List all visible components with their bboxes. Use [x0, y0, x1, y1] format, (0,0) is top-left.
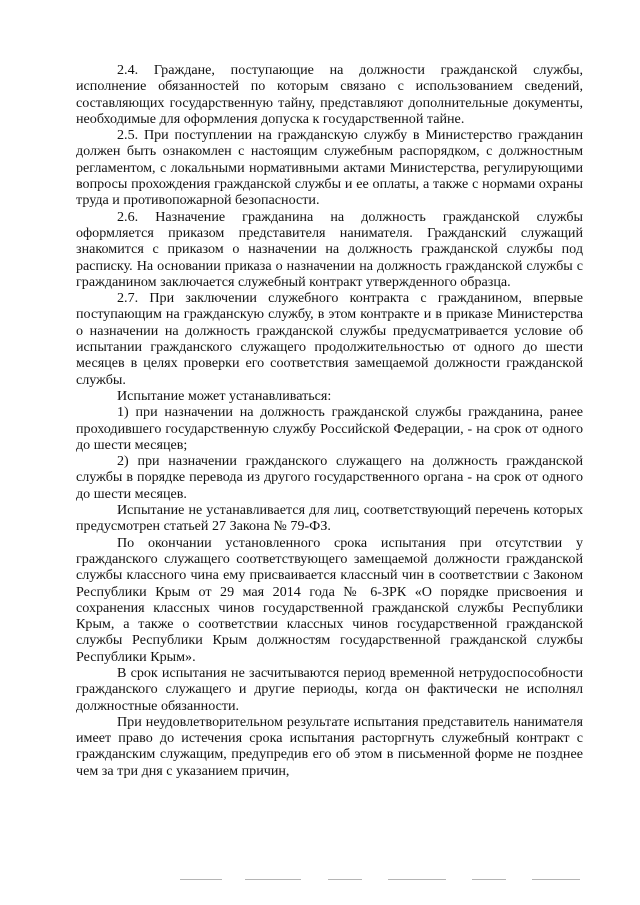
scan-bottom-marks [150, 879, 590, 883]
paragraph-2-7: 2.7. При заключении служебного контракта с гражданином, впервые поступающим на гражданскую службу, в этом контракте и в приказе Министерства о назначении на должность гражданской службы предусматривается условие об испытании гражданского служащего продолжительностью от одного до шести месяцев в целях проверки его соответствия замещаемой должности гражданской службы. [76, 290, 583, 388]
paragraph-2-4: 2.4. Граждане, поступающие на должности гражданской службы, исполнение обязанностей по которым связано с использованием сведений, составляющих государственную тайну, представляют дополнительные документы, необходимые для оформления допуска к государственной тайне. [76, 62, 583, 127]
paragraph-2-6: 2.6. Назначение гражданина на должность гражданской службы оформляется приказом представителя нанимателя. Гражданский служащий знакомится с приказом о назначении на должность гражданской службы под расписку. На основании приказа о назначении на должность гражданской службы с гражданином заключается служебный контракт утвержденного образца. [76, 208, 583, 290]
paragraph-class-rank: По окончании установленного срока испытания при отсутствии у гражданского служащего соответствующего замещаемой должности гражданской службы классного чина ему присваивается классный чин в соответствии с Законом Республики Крым от 29 мая 2014 года № 6-ЗРК «О порядке присвоения и сохранения классных чинов государственной гражданской службы Республики Крым, а также о соответствии классных чинов государственной гражданской службы Республики Крым должностям государственной гражданской службы Республики Крым». [76, 534, 583, 665]
paragraph-2-5: 2.5. При поступлении на гражданскую службу в Министерство гражданин должен быть ознакомлен с настоящим служебным распорядком, с должностным регламентом, с локальными нормативными актами Министерства, регулирующими вопросы прохождения гражданской службы и ее оплаты, а также с нормами охраны труда и противопожарной безопасности. [76, 127, 583, 209]
paragraph-probation-item-2: 2) при назначении гражданского служащего на должность гражданской службы в порядке перевода из другого государственного органа - на срок от одного до шести месяцев. [76, 453, 583, 502]
paragraph-probation-exemption: Испытание не устанавливается для лиц, соответствующий перечень которых предусмотрен статьей 27 Закона № 79-ФЗ. [76, 502, 583, 535]
paragraph-unsatisfactory-result: При неудовлетворительном результате испытания представитель нанимателя имеет право до истечения срока испытания расторгнуть служебный контракт с гражданским служащим, предупредив его об этом в письменной форме не позднее чем за три дня с указанием причин, [76, 713, 583, 779]
paragraph-probation-item-1: 1) при назначении на должность гражданской службы гражданина, ранее проходившего государственную службу Российской Федерации, - на срок от одного до шести месяцев; [76, 404, 583, 453]
paragraph-probation-periods: В срок испытания не засчитываются период временной нетрудоспособности гражданского служащего и другие периоды, когда он фактически не исполнял должностные обязанности. [76, 664, 583, 714]
paragraph-probation-intro: Испытание может устанавливаться: [117, 387, 332, 404]
document-body [76, 62, 583, 779]
